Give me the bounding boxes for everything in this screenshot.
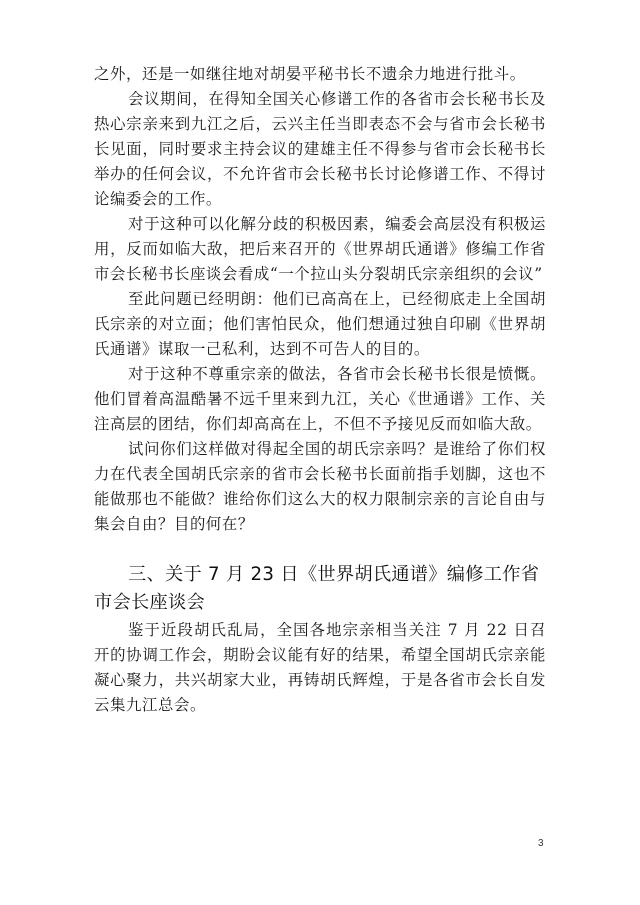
paragraph-continuation: 之外，还是一如继往地对胡晏平秘书长不遗余力地进行批斗。: [94, 65, 526, 83]
paragraph-disrespect: 对于这种不尊重宗亲的做法，各省市会长秘书长很是愤慨。他们冒着高温酷暑不远千里来到九江，关心《世通谱》工作、关注高层的团结，你们却高高在上，不但不予接见反而如临大敌。: [94, 365, 546, 433]
paragraph-meeting-period: 会议期间，在得知全国关心修谱工作的各省市会长秘书长及热心宗亲来到九江之后，云兴主任当即表态不会与省市会长秘书长见面，同时要求主持会议的建雄主任不得参与省市会长秘书长举办的任何会议，不允许省市会长秘书长讨论修谱工作、不得讨论编委会的工作。: [94, 90, 546, 208]
paragraph-section-intro: 鉴于近段胡氏乱局，全国各地宗亲相当关注 7 月 22 日召开的协调工作会，期盼会议能有好的结果，希望全国胡氏宗亲能凝心聚力，共兴胡家大业，再铸胡氏辉煌，于是各省市会长自发云集九江总会。: [94, 621, 546, 714]
paragraph-question: 试问你们这样做对得起全国的胡氏宗亲吗？是谁给了你们权力在代表全国胡氏宗亲的省市会长秘书长面前指手划脚，这也不能做那也不能做？谁给你们这么大的权力限制宗亲的言论自由与集会自由？目的何在？: [94, 440, 546, 533]
paragraph-problem-clear: 至此问题已经明朗：他们已高高在上，已经彻底走上全国胡氏宗亲的对立面；他们害怕民众，他们想通过独自印刷《世界胡氏通谱》谋取一己私利，达到不可告人的目的。: [94, 290, 546, 358]
page-number: 3: [538, 838, 544, 849]
paragraph-positive-factors: 对于这种可以化解分歧的积极因素，编委会高层没有积极运用，反而如临大敌，把后来召开的《世界胡氏通谱》修编工作省市会长秘书长座谈会看成“一个拉山头分裂胡氏宗亲组织的会议”: [94, 215, 546, 283]
section-heading: 三、关于 7 月 23 日《世界胡氏通谱》编修工作省市会长座谈会: [94, 564, 540, 613]
